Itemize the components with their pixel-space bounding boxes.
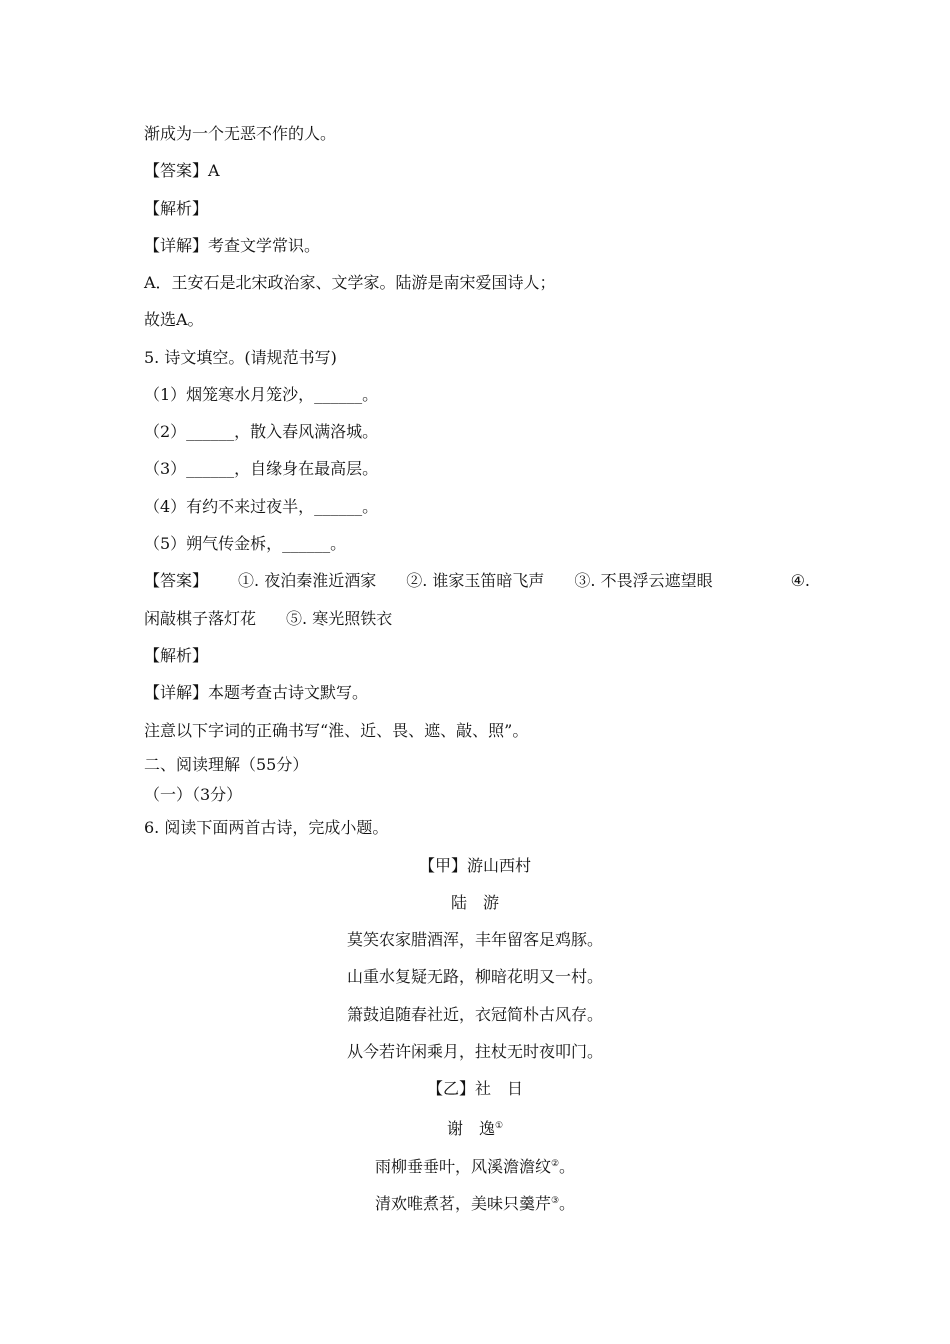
poem-author: 陆 游 [450, 893, 499, 912]
answer-row-cont [144, 609, 392, 629]
analysis-label: 【解析】 [144, 199, 209, 218]
footnote-marker: ② [550, 1159, 560, 1169]
punctuation: 。 [559, 1194, 576, 1213]
footnote-marker: ① [494, 1121, 504, 1131]
poem-line: 莫笑农家腊酒浑，丰年留客足鸡豚。 [346, 930, 603, 949]
answer-label: 【答案】A [144, 161, 220, 180]
analysis-label: 【解析】 [144, 646, 209, 665]
answer-item: ①. 夜泊秦淮近酒家 [238, 571, 377, 590]
question-title: 6. 阅读下面两首古诗，完成小题。 [144, 818, 389, 837]
subsection-heading: （一）（3分） [144, 785, 243, 804]
answer-row [144, 571, 810, 591]
poem-title: 【甲】游山西村 [418, 856, 531, 875]
question-title: 5. 诗文填空。(请规范书写) [144, 348, 337, 367]
text-line: 故选A。 [144, 310, 204, 329]
detail-explanation: 【详解】本题考查古诗文默写。 [144, 683, 369, 702]
answer-item: ②. 谁家玉笛暗飞声 [406, 571, 545, 590]
text-line: 渐成为一个无恶不作的人。 [144, 124, 337, 143]
fill-blank-item: （2）______，散入春风满洛城。 [144, 422, 379, 441]
section-heading: 二、阅读理解（55分） [144, 755, 309, 774]
footnote-marker: ③ [550, 1196, 560, 1206]
answer-item: ⑤. 寒光照铁衣 [286, 609, 393, 628]
poem-author [0, 1116, 950, 1139]
detail-explanation: 【详解】考查文学常识。 [144, 236, 321, 255]
text-line: A．王安石是北宋政治家、文学家。陆游是南宋爱国诗人； [144, 273, 556, 292]
poem-author-name: 谢 逸 [446, 1119, 495, 1138]
answer-label: 【答案】 [144, 571, 209, 590]
poem-line: 从今若许闲乘月，拄杖无时夜叩门。 [346, 1042, 603, 1061]
poem-line: 山重水复疑无路，柳暗花明又一村。 [346, 967, 603, 986]
fill-blank-item: （3）______，自缘身在最高层。 [144, 459, 379, 478]
poem-line-text: 雨柳垂垂叶，风溪澹澹纹 [374, 1157, 551, 1176]
poem-line: 箫鼓追随春社近，衣冠简朴古风存。 [346, 1005, 603, 1024]
poem-line [0, 1154, 950, 1177]
fill-blank-item: （1）烟笼寒水月笼沙，______。 [144, 385, 379, 404]
answer-item: 闲敲棋子落灯花 [144, 609, 257, 628]
fill-blank-item: （5）朔气传金柝，______。 [144, 534, 347, 553]
punctuation: 。 [559, 1157, 576, 1176]
answer-item: ④. [790, 571, 810, 590]
poem-title: 【乙】社 日 [426, 1079, 523, 1098]
fill-blank-item: （4）有约不来过夜半，______。 [144, 497, 379, 516]
answer-item: ③. 不畏浮云遮望眼 [574, 571, 713, 590]
text-line: 注意以下字词的正确书写“淮、近、畏、遮、敲、照”。 [144, 721, 529, 740]
poem-line [0, 1191, 950, 1214]
poem-line-text: 清欢唯煮茗，美味只羹芹 [374, 1194, 551, 1213]
